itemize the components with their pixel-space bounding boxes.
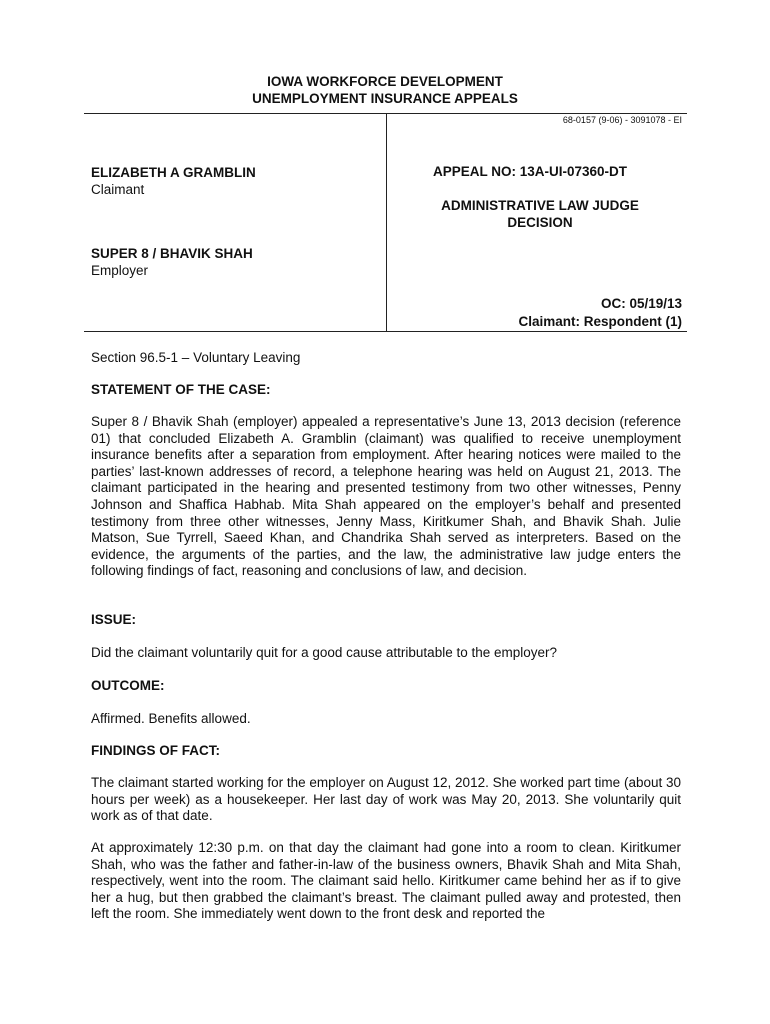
oc-date: OC: 05/19/13 <box>600 296 682 311</box>
outcome-text: Affirmed. Benefits allowed. <box>91 711 251 726</box>
outcome-heading: OUTCOME: <box>91 678 165 693</box>
issue-text: Did the claimant voluntarily quit for a good cause attributable to the employer? <box>91 645 558 660</box>
agency-division: UNEMPLOYMENT INSURANCE APPEALS <box>252 91 518 106</box>
agency-header <box>0 73 770 107</box>
claimant-name: ELIZABETH A GRAMBLIN <box>91 165 256 180</box>
claim-info <box>518 295 682 331</box>
appeal-number: APPEAL NO: 13A-UI-07360-DT <box>433 164 628 179</box>
findings-paragraph-2: At approximately 12:30 p.m. on that day the claimant had gone into a room to clean. Kiritkumer Shah, who was the father and father-in-law of the business owners, Bhavik Shah and Mita Shah, respectively, went into the room. The claimant said hello. Kiritkumer came behind her as if to give her a hug, but then grabbed the claimant’s breast. The claimant pulled away and protested, then left the room. She immediately went down to the front desk and reported the <box>91 840 681 922</box>
findings-heading: FINDINGS OF FACT: <box>91 743 220 758</box>
header-rule-bottom <box>84 331 687 332</box>
claimant-status: Claimant: Respondent (1) <box>518 314 682 329</box>
employer-block <box>91 245 253 279</box>
statement-heading: STATEMENT OF THE CASE: <box>91 382 271 397</box>
header-divider <box>386 114 387 331</box>
form-number: 68-0157 (9-06) - 3091078 - EI <box>562 115 682 125</box>
decision-title-line2: DECISION <box>507 215 573 230</box>
decision-title-line1: ADMINISTRATIVE LAW JUDGE <box>441 198 639 213</box>
statement-text: Super 8 / Bhavik Shah (employer) appealed a representative’s June 13, 2013 decision (reference 01) that concluded Elizabeth A. Gramblin (claimant) was qualified to receive unemployment insurance benefits after a separation from employment. After hearing notices were mailed to the parties’ last-known addresses of record, a telephone hearing was held on August 21, 2013. The claimant participated in the hearing and presented testimony from two other witnesses, Penny Johnson and Shaffica Habhab. Mita Shah appeared on the employer’s behalf and presented testimony from three other witnesses, Jenny Mass, Kiritkumer Shah, and Bhavik Shah. Julie Matson, Sue Tyrrell, Saeed Khan, and Chandrika Shah served as interpreters. Based on the evidence, the arguments of the parties, and the law, the administrative law judge enters the following findings of fact, reasoning and conclusions of law, and decision. <box>91 414 681 579</box>
decision-title <box>425 197 655 231</box>
claimant-role: Claimant <box>91 182 145 197</box>
employer-role: Employer <box>91 263 149 278</box>
section-reference: Section 96.5-1 – Voluntary Leaving <box>91 350 301 365</box>
claimant-block <box>91 164 256 198</box>
issue-heading: ISSUE: <box>91 612 137 627</box>
employer-name: SUPER 8 / BHAVIK SHAH <box>91 246 253 261</box>
agency-name: IOWA WORKFORCE DEVELOPMENT <box>267 74 503 89</box>
findings-paragraph-1: The claimant started working for the employer on August 12, 2012. She worked part time (about 30 hours per week) as a housekeeper. Her last day of work was May 20, 2013. She voluntarily quit work as of that date. <box>91 775 681 824</box>
